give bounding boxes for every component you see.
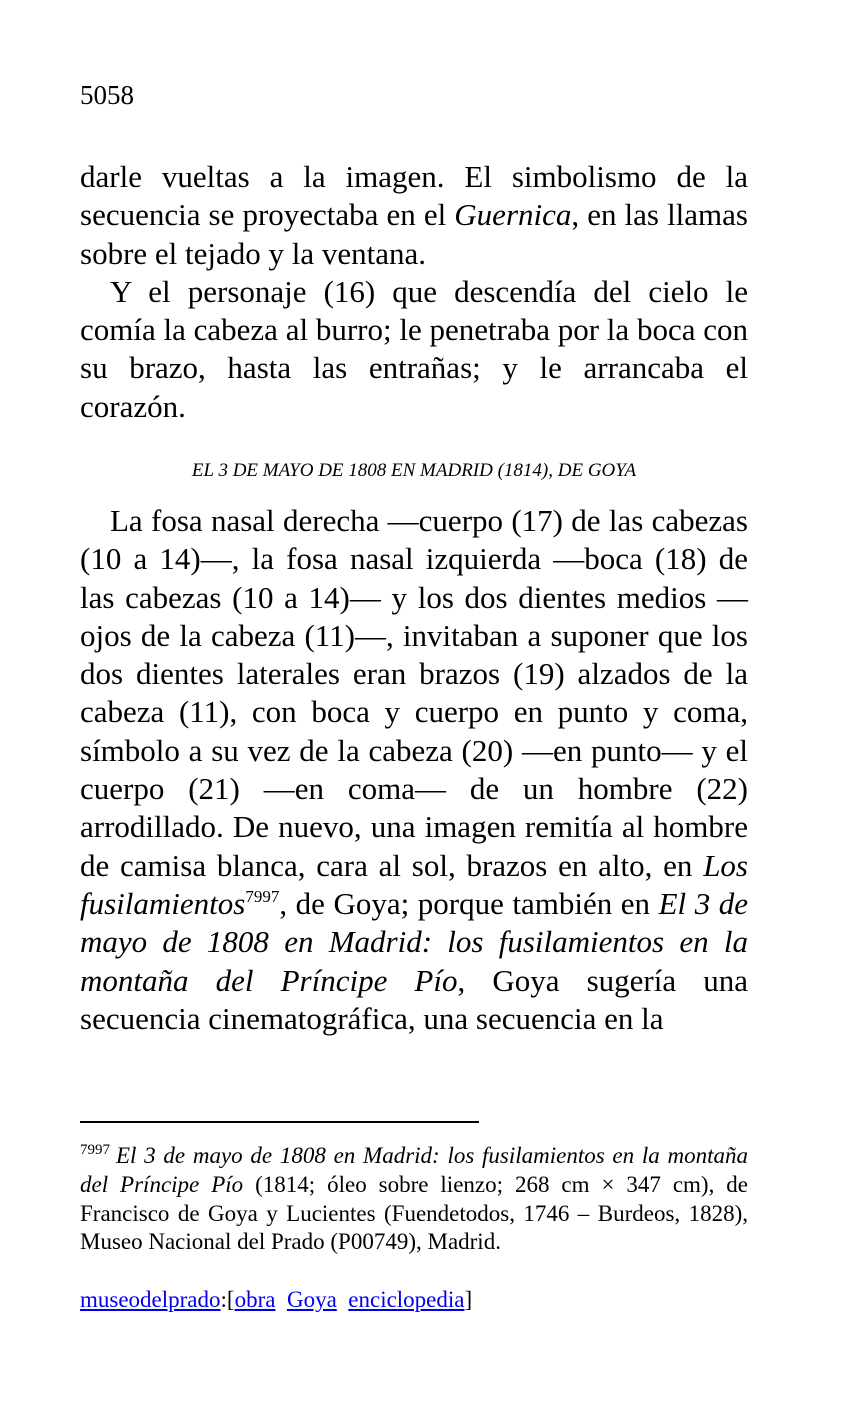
los-fusilamientos-title: Los fusilamientos: [80, 847, 748, 921]
guernica-title: Guernica: [454, 197, 572, 233]
footnote: [80, 1142, 748, 1257]
museodelprado-link[interactable]: museodelprado: [80, 1287, 221, 1312]
footnote-links: [80, 1286, 472, 1314]
paragraph-3: [80, 502, 748, 1038]
goya-link[interactable]: Goya: [286, 1287, 337, 1312]
footnote-divider: [80, 1121, 479, 1123]
painting-full-title: El 3 de mayo de 1808 en Madrid: los fusilamientos en la montaña del Príncipe Pío: [80, 885, 748, 998]
links-open-bracket: :[: [220, 1287, 235, 1312]
page-number: 5058: [80, 80, 134, 110]
paragraph-1: [80, 158, 748, 273]
links-close-bracket: ]: [464, 1287, 473, 1312]
section-heading: EL 3 DE MAYO DE 1808 EN MADRID (1814), DE GOYA: [191, 460, 637, 481]
footnote-reference[interactable]: 7997: [245, 886, 280, 906]
footnote-number: 7997: [80, 1142, 110, 1158]
paragraph-1-text: darle vueltas a la imagen. El simbolismo de la secuencia se proyectaba en el: [80, 159, 748, 233]
footnote-title: El 3 de mayo de 1808 en Madrid: los fusilamientos en la montaña del Príncipe Pío: [80, 1143, 748, 1197]
obra-link[interactable]: obra: [234, 1287, 276, 1312]
top-text-block: [80, 158, 748, 426]
footnote-details: (1814; óleo sobre lienzo; 268 cm × 347 cm), de Francisco de Goya y Lucientes (Fuendetodos, 1746 – Burdeos, 1828), Museo Nacional del Prado (P00749), Madrid.: [80, 1171, 748, 1255]
enciclopedia-link[interactable]: enciclopedia: [348, 1287, 465, 1312]
main-text-block: [80, 502, 748, 1038]
paragraph-3-part2: , de Goya; porque también en: [279, 885, 659, 921]
paragraph-3-part1: La fosa nasal derecha —cuerpo (17) de las cabezas (10 a 14)—, la fosa nasal izquierda —boca (18) de las cabezas (10 a 14)— y los dos dientes medios —ojos de la cabeza (11)—, invitaban a suponer que los dos dientes laterales eran brazos (19) alzados de la cabeza (11), con boca y cuerpo en punto y coma, símbolo a su vez de la cabeza (20) —en punto— y el cuerpo (21) —en coma— de un hombre (22) arrodillado. De nuevo, una imagen remitía al hombre de camisa blanca, cara al sol, brazos en alto, en: [80, 503, 748, 883]
paragraph-3-part3: , Goya sugería una secuencia cinematográfica, una secuencia en la: [80, 962, 748, 1036]
paragraph-1-end: , en las llamas sobre el tejado y la ventana.: [80, 197, 748, 271]
paragraph-2: Y el personaje (16) que descendía del cielo le comía la cabeza al burro; le penetraba por la boca con su brazo, hasta las entrañas; y le arrancaba el corazón.: [80, 273, 748, 424]
